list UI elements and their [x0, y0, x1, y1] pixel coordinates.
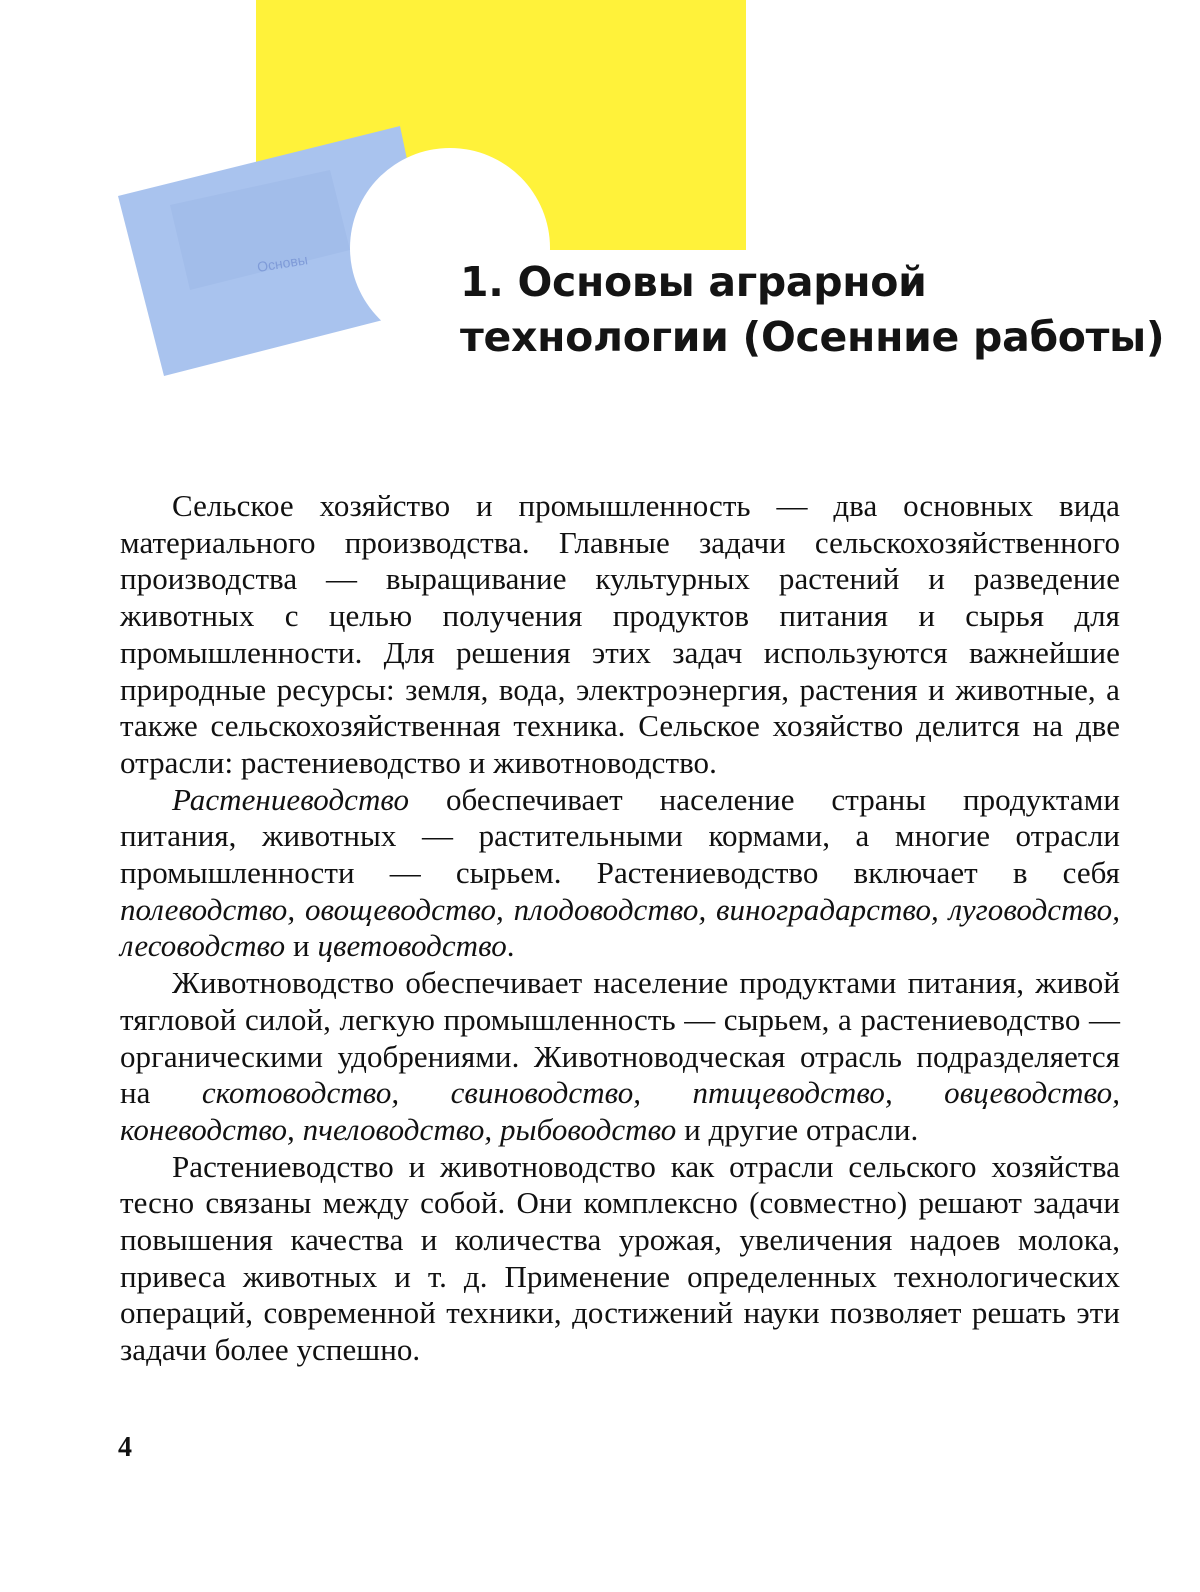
body-text [120, 488, 1120, 1369]
paragraph-4 [120, 1149, 1120, 1369]
chapter-title [460, 255, 1165, 365]
blue-note-text: Основы [255, 251, 309, 275]
emphasized-term: полеводство, овощеводство, плодоводство, виноградарство, луговодство, лесоводство [120, 891, 1120, 964]
paragraph-text: Сельское хозяйство и промышленность — два основных вида материального производства. Главные задачи сельскохозяйственного производства — выращивание культурных растений и разведение животных с целью получения продуктов питания и сырья для промышленности. Для решения этих задач используются важнейшие природные ресурсы: земля, вода, электроэнергия, растения и животные, а также сельскохозяйственная техника. Сельское хозяйство делится на две отрасли: растениеводство и животноводство. [120, 488, 1120, 780]
paragraph-text: Растениеводство и животноводство как отрасли сельского хозяйства тесно связаны между собой. Они комплексно (совместно) решают задачи повышения качества и количества урожая, увеличения надоев молока, привеса животных и т. д. Применение определенных технологических операций, современной техники, достижений науки позволяет решать эти задачи более успешно. [120, 1148, 1120, 1368]
paragraph-text: Животноводство обеспечивает население продуктами питания, живой тягловой силой, легкую промышленность — сырьем, а растениеводство — органическими удобрениями. Животноводческая отрасль подразделяется на [120, 965, 1120, 1111]
chapter-title-line-1: 1. Основы аграрной [460, 258, 927, 306]
paragraph-3 [120, 965, 1120, 1149]
paragraph-text: и другие отрасли. [676, 1111, 919, 1147]
emphasized-term: Растениеводство [172, 781, 410, 817]
chapter-title-line-2: технологии (Осенние работы) [460, 313, 1165, 361]
paragraph-text: и [285, 928, 318, 964]
paragraph-text: . [506, 928, 515, 964]
emphasized-term: скотоводство, свиноводство, птицеводство, овцеводство, коневодство, пчеловодство, рыбоводство [120, 1075, 1121, 1147]
page-number: 4 [118, 1432, 132, 1463]
paragraph-1 [120, 488, 1120, 782]
paragraph-2 [120, 782, 1120, 966]
paragraph-text: обеспечивает население страны продуктами питания, животных — растительными кормами, а многие отрасли промышленности — сырьем. Растениеводство включает в себя [120, 781, 1120, 891]
emphasized-term: цветоводство [317, 928, 507, 964]
